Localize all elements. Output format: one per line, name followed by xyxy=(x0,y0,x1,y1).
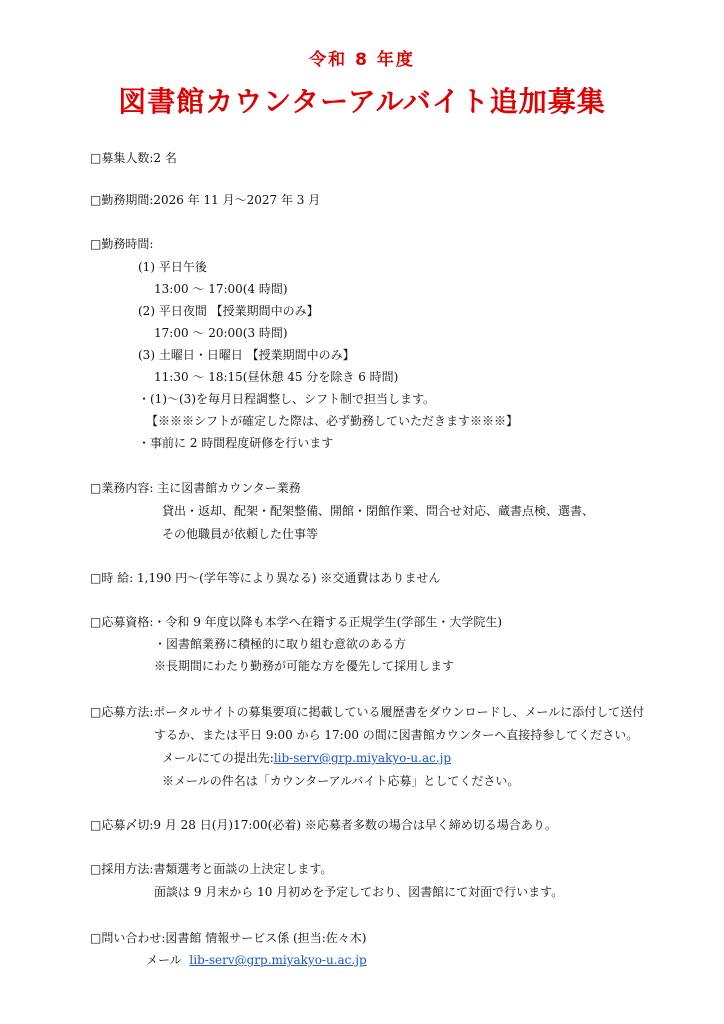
hours-item3-label: (3) 土曜日・日曜日 【授業期間中のみ】 xyxy=(138,348,355,362)
hours-item1-label: (1) 平日午後 xyxy=(138,260,207,274)
apply-email-line xyxy=(162,751,451,765)
title-year: 令和 8 年度 xyxy=(309,50,415,70)
hours-note-training: ・事前に 2 時間程度研修を行います xyxy=(138,436,334,450)
duties-other: その他職員が依頼した仕事等 xyxy=(162,527,319,541)
recruit-count: □募集人数:2 名 xyxy=(90,151,177,165)
eligibility-motivation: ・図書館業務に積極的に取り組む意欲のある方 xyxy=(154,637,407,651)
contact-email-line xyxy=(146,953,367,967)
contact-heading: □問い合わせ:図書館 情報サービス係 (担当:佐々木) xyxy=(90,931,367,945)
hours-item2-label: (2) 平日夜間 【授業期間中のみ】 xyxy=(138,304,319,318)
wage: □時 給: 1,190 円～(学年等により異なる) ※交通費はありません xyxy=(90,571,441,585)
duties-detail: 貸出・返却、配架・配架整備、開館・閉館作業、問合せ対応、蔵書点検、選書、 xyxy=(162,504,595,518)
apply-email-label: メールにての提出先: xyxy=(162,751,274,765)
work-period: □勤務期間:2026 年 11 月～2027 年 3 月 xyxy=(90,193,321,207)
contact-mail-label: メール xyxy=(146,953,182,967)
contact-email-link[interactable]: lib-serv@grp.miyakyo-u.ac.jp xyxy=(189,953,367,967)
selection-heading: □採用方法:書類選考と面談の上決定します。 xyxy=(90,862,333,876)
apply-email-link[interactable]: lib-serv@grp.miyakyo-u.ac.jp xyxy=(273,751,452,765)
selection-interview: 面談は 9 月末から 10 月初めを予定しており、図書館にて対面で行います。 xyxy=(154,885,564,899)
hours-note-confirm: 【※※※シフトが確定した際は、必ず勤務していただきます※※※】 xyxy=(146,414,519,428)
eligibility-heading: □応募資格:・令和 9 年度以降も本学へ在籍する正規学生(学部生・大学院生) xyxy=(90,615,503,629)
hours-note-shift: ・(1)～(3)を毎月日程調整し、シフト制で担当します。 xyxy=(138,392,436,406)
apply-method-detail: するか、または平日 9:00 から 17:00 の間に図書館カウンターへ直接持参してください。 xyxy=(154,728,639,742)
apply-method-heading: □応募方法:ポータルサイトの募集要項に掲載している履歴書をダウンロードし、メールに添付して送付 xyxy=(90,705,645,719)
apply-subject-note: ※メールの件名は「カウンターアルバイト応募」としてください。 xyxy=(162,774,520,788)
hours-item1-time: 13:00 〜 17:00(4 時間) xyxy=(154,282,288,296)
work-hours-heading: □勤務時間: xyxy=(90,237,154,251)
duties-heading: □業務内容: 主に図書館カウンター業務 xyxy=(90,481,301,495)
hours-item3-time: 11:30 〜 18:15(昼休憩 45 分を除き 6 時間) xyxy=(154,370,399,384)
page-title: 図書館カウンターアルバイト追加募集 xyxy=(118,85,606,118)
eligibility-priority: ※長期間にわたり勤務が可能な方を優先して採用します xyxy=(154,659,455,673)
hours-item2-time: 17:00 〜 20:00(3 時間) xyxy=(154,326,288,340)
deadline: □応募〆切:9 月 28 日(月)17:00(必着) ※応募者多数の場合は早く締め切る場合あり。 xyxy=(90,818,557,832)
